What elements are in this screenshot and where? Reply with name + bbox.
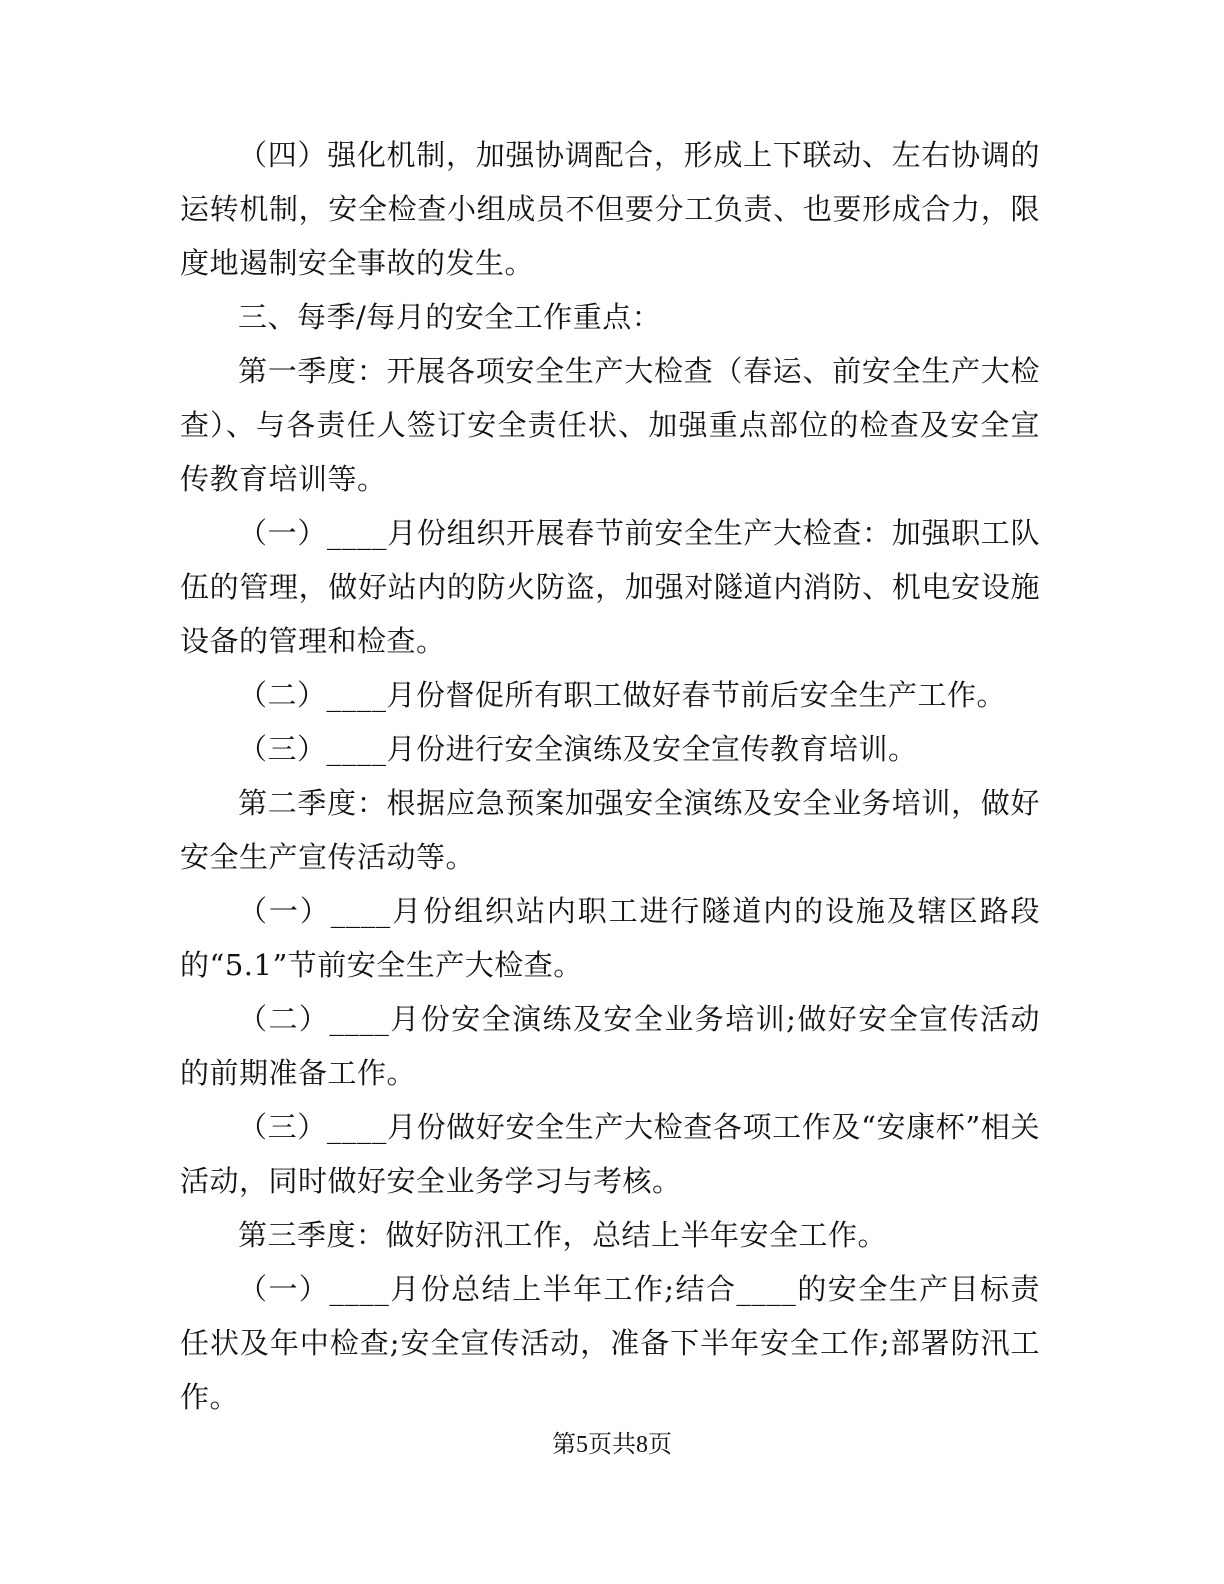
paragraph-strengthen-mechanism: （四）强化机制，加强协调配合，形成上下联动、左右协调的运转机制，安全检查小组成员不但要分工负责、也要形成合力，限度地遏制安全事故的发生。 xyxy=(180,138,1040,280)
paragraph-second-quarter: 第二季度：根据应急预案加强安全演练及安全业务培训，做好安全生产宣传活动等。 xyxy=(180,786,1040,874)
paragraph-q1-item-1: （一）____月份组织开展春节前安全生产大检查：加强职工队伍的管理，做好站内的防火防盗，加强对隧道内消防、机电安设施设备的管理和检查。 xyxy=(180,516,1040,658)
paragraph-q2-item-3: （三）____月份做好安全生产大检查各项工作及“安康杯”相关活动，同时做好安全业务学习与考核。 xyxy=(180,1110,1040,1198)
paragraph-q1-item-3: （三）____月份进行安全演练及安全宣传教育培训。 xyxy=(238,732,918,766)
page-number-footer: 第5页共8页 xyxy=(552,1432,672,1458)
paragraph-third-quarter: 第三季度：做好防汛工作，总结上半年安全工作。 xyxy=(238,1218,888,1252)
paragraph-q1-item-2: （二）____月份督促所有职工做好春节前后安全生产工作。 xyxy=(238,678,1007,712)
paragraph-q3-item-1: （一）____月份总结上半年工作;结合____的安全生产目标责任状及年中检查;安全宣传活动，准备下半年安全工作;部署防汛工作。 xyxy=(180,1272,1040,1414)
paragraph-q2-item-2: （二）____月份安全演练及安全业务培训;做好安全宣传活动的前期准备工作。 xyxy=(180,1002,1040,1090)
document-body xyxy=(180,128,1040,1424)
heading-quarterly-monthly-focus: 三、每季/每月的安全工作重点： xyxy=(238,300,662,334)
paragraph-q2-item-1: （一）____月份组织站内职工进行隧道内的设施及辖区路段的“5.1”节前安全生产大检查。 xyxy=(180,894,1040,982)
paragraph-first-quarter: 第一季度：开展各项安全生产大检查（春运、前安全生产大检查）、与各责任人签订安全责任状、加强重点部位的检查及安全宣传教育培训等。 xyxy=(180,354,1040,496)
